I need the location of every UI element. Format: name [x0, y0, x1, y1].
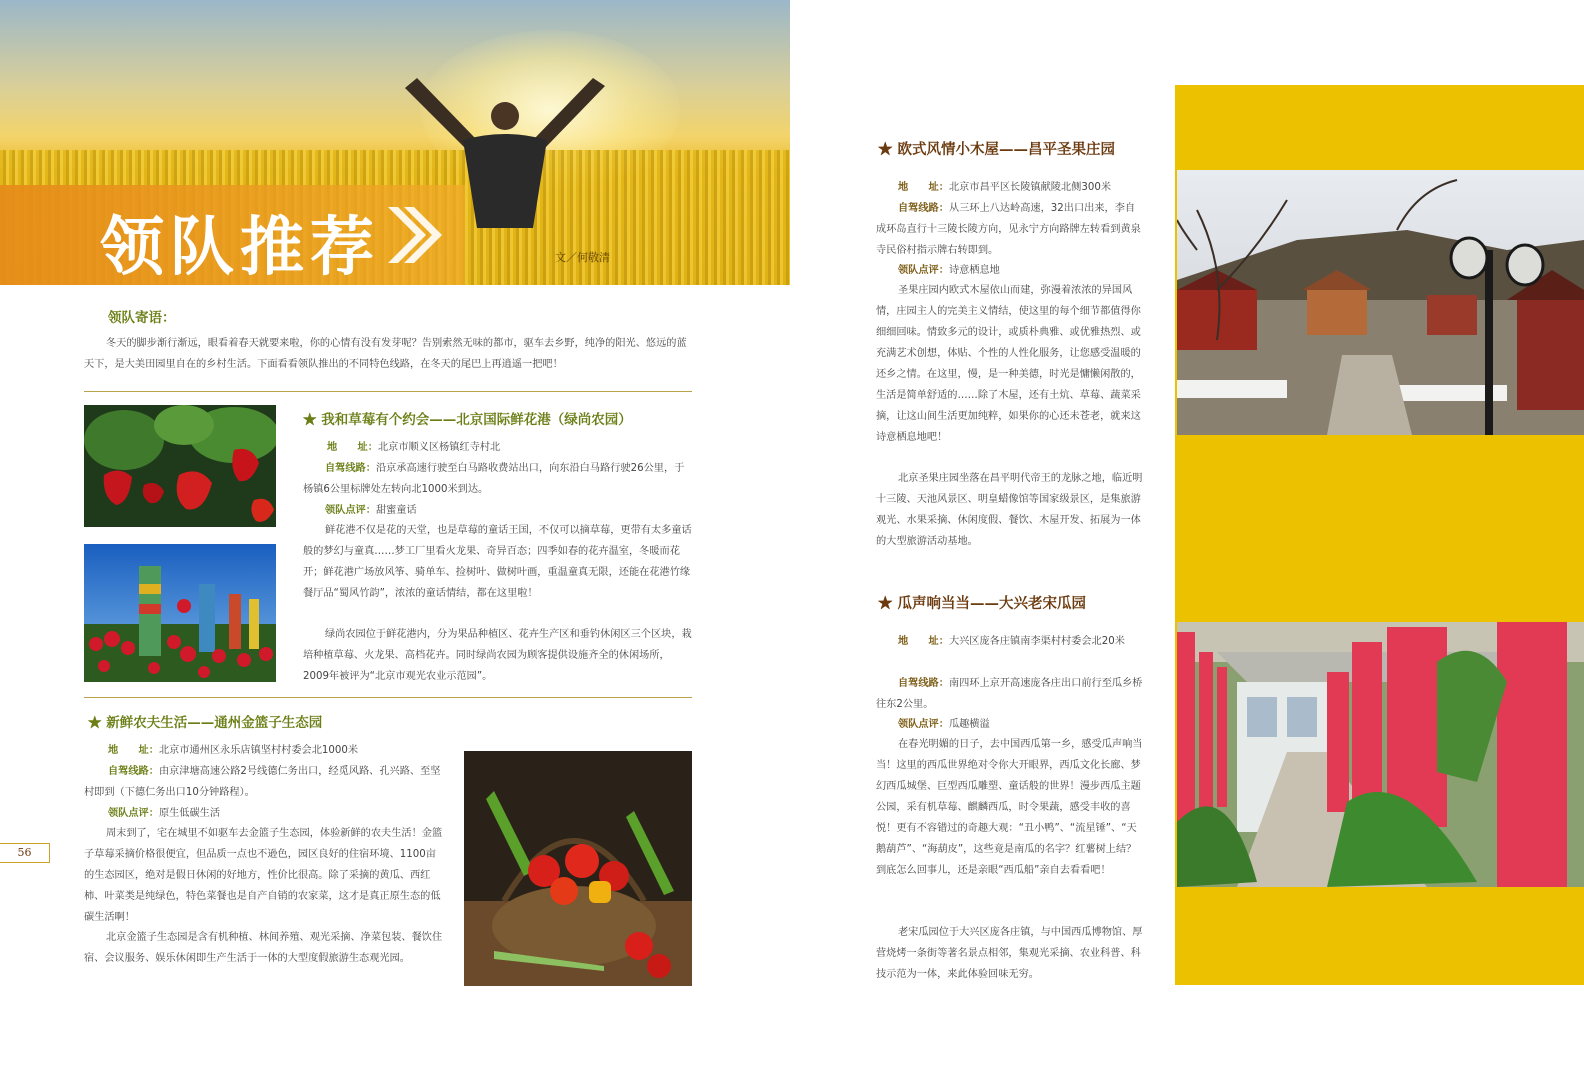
flower-garden-photo — [84, 544, 276, 682]
section-heading: ★ 我和草莓有个约会——北京国际鲜花港（绿尚农园） — [303, 412, 632, 428]
section-paragraph: 北京金篮子生态园是含有机种植、林间养殖、观光采摘、净菜包装、餐饮住宿、会议服务、娱乐休闲即生产生活于一体的大型度假旅游生态观光园。 — [84, 932, 443, 964]
route-line: 自驾线路：由京津塘高速公路2号线德仁务出口，经觅风路、孔兴路、至坚村即到（下德仁务出口10分钟路程）。 — [84, 766, 441, 798]
address-line: 地 址：北京市昌平区长陵镇献陵北侧300米 — [898, 182, 1112, 193]
intro-heading: 领队寄语： — [108, 310, 176, 326]
section-paragraph: 鲜花港不仅是花的天堂，也是草莓的童话王国，不仅可以摘草莓，更带有太多童话般的梦幻与童真……梦工厂里看火龙果、奇异百态；四季如春的花卉温室，冬暖而花开；鲜花港广场放风筝、骑单车、捡树叶、做树叶画，重温童真无限，还能在花港竹缘餐厅品“蜀风竹韵”，浓浓的童话情结，都在这里啦！ — [303, 525, 692, 599]
section-heading: ★ 欧式风情小木屋——昌平圣果庄园 — [878, 141, 1116, 158]
section-paragraph: 老宋瓜园位于大兴区庞各庄镇，与中国西瓜博物馆、厚营烧烤一条街等著名景点相邻，集观光采摘、农业科普、科技示范为一体，来此体验回味无穷。 — [876, 927, 1143, 980]
route-line: 自驾线路：从三环上八达岭高速，32出口出来，李自成环岛直行十三陵长陵方向，见永宁方向路牌左转看到黄泉寺民俗村指示牌右转即到。 — [876, 203, 1141, 256]
section-paragraph: 周末到了，宅在城里不如驱车去金篮子生态园，体验新鲜的农夫生活！金篮子草莓采摘价格很便宜，但品质一点也不逊色，园区良好的住宿环境、1100亩的生态园区，绝对是假日休闲的好地方，性价比很高。除了采摘的黄瓜、西红柿、叶菜类是纯绿色，特色菜餐也是自产自销的农家菜，这才是真正原生态的低碳生活啊！ — [84, 828, 443, 923]
route-line: 自驾线路：南四环上京开高速庞各庄出口前行至瓜乡桥往东2公里。 — [876, 678, 1143, 710]
hero-banner — [0, 0, 790, 285]
comment-line: 领队点评：瓜趣横溢 — [898, 719, 990, 730]
route-line: 自驾线路：沿京承高速行驶至白马路收费站出口，向东沿白马路行驶26公里，于杨镇6公里标牌处左转向北1000米到达。 — [303, 463, 685, 495]
strawberry-photo — [84, 405, 276, 527]
address-line: 地 址：北京市顺义区杨镇红寺村北 — [327, 442, 501, 453]
chevron-pattern-icon — [388, 207, 444, 263]
section-paragraph: 在春光明媚的日子，去中国西瓜第一乡，感受瓜声响当当！这里的西瓜世界绝对令你大开眼界，西瓜文化长廊、梦幻西瓜城堡、巨型西瓜雕塑、童话般的世界！漫步西瓜主题公园，采有机草莓、麒麟西瓜，时令果蔬，感受丰收的喜悦！更有不容错过的奇趣大观：“丑小鸭”、“流星锤”、“天鹅葫芦”、“海葫皮”，这些竟是南瓜的名字？红薯树上结？到底怎么回事儿，还是亲眼“西瓜船”亲自去看看吧！ — [876, 739, 1143, 876]
vegetable-basket-photo — [464, 751, 692, 986]
wooden-cabin-photo — [1177, 170, 1584, 435]
page-number: 56 — [0, 843, 50, 863]
page-title: 领队推荐 — [100, 211, 380, 285]
intro-text: 冬天的脚步渐行渐远，眼看着春天就要来啦，你的心情有没有发芽呢？告别索然无味的都市，驱车去乡野，纯净的阳光、悠远的蓝天下，是大美田园里自在的乡村生活。下面看看领队推出的不同特色线路，在冬天的尾巴上再逍遥一把吧！ — [84, 338, 687, 370]
divider — [84, 697, 692, 698]
byline: 文／何敬清 — [555, 251, 610, 264]
section-heading: ★ 新鲜农夫生活——通州金篮子生态园 — [88, 715, 323, 731]
melon-corridor-photo — [1177, 622, 1584, 887]
section-paragraph: 绿尚农园位于鲜花港内，分为果品种植区、花卉生产区和垂钓休闲区三个区块，栽培种植草莓、火龙果、高档花卉。同时绿尚农园为顾客提供设施齐全的休闲场所，2009年被评为“北京市观光农业示范园”。 — [303, 629, 692, 682]
comment-line: 领队点评：甜蜜童话 — [325, 505, 417, 516]
address-line: 地 址：北京市通州区永乐店镇坚村村委会北1000米 — [108, 745, 359, 756]
section-heading: ★ 瓜声响当当——大兴老宋瓜园 — [878, 595, 1087, 612]
comment-line: 领队点评：原生低碳生活 — [108, 808, 221, 819]
divider — [84, 391, 692, 392]
section-paragraph: 圣果庄园内欧式木屋依山而建，弥漫着浓浓的异国风情，庄园主人的完美主义情结，使这里的每个细节都值得你细细回味。情致多元的设计，或质朴典雅、或优雅热烈、或充满艺术创想，体贴、个性的人性化服务，让您感受温暖的还乡之情。在这里，慢，是一种美德，时光是慵懒闲散的，生活是简单舒适的……除了木屋，还有土炕、草莓、蔬菜采摘，让这山间生活更加纯粹，如果你的心还未苍老，就来这诗意栖息地吧！ — [876, 285, 1141, 443]
address-line: 地 址：大兴区庞各庄镇南李渠村村委会北20米 — [898, 636, 1125, 647]
section-paragraph: 北京圣果庄园坐落在昌平明代帝王的龙脉之地，临近明十三陵、天池风景区、明皇蜡像馆等国家级景区，是集旅游观光、水果采摘、休闲度假、餐饮、木屋开发、拓展为一体的大型旅游活动基地。 — [876, 473, 1143, 547]
comment-line: 领队点评：诗意栖息地 — [898, 265, 1000, 276]
